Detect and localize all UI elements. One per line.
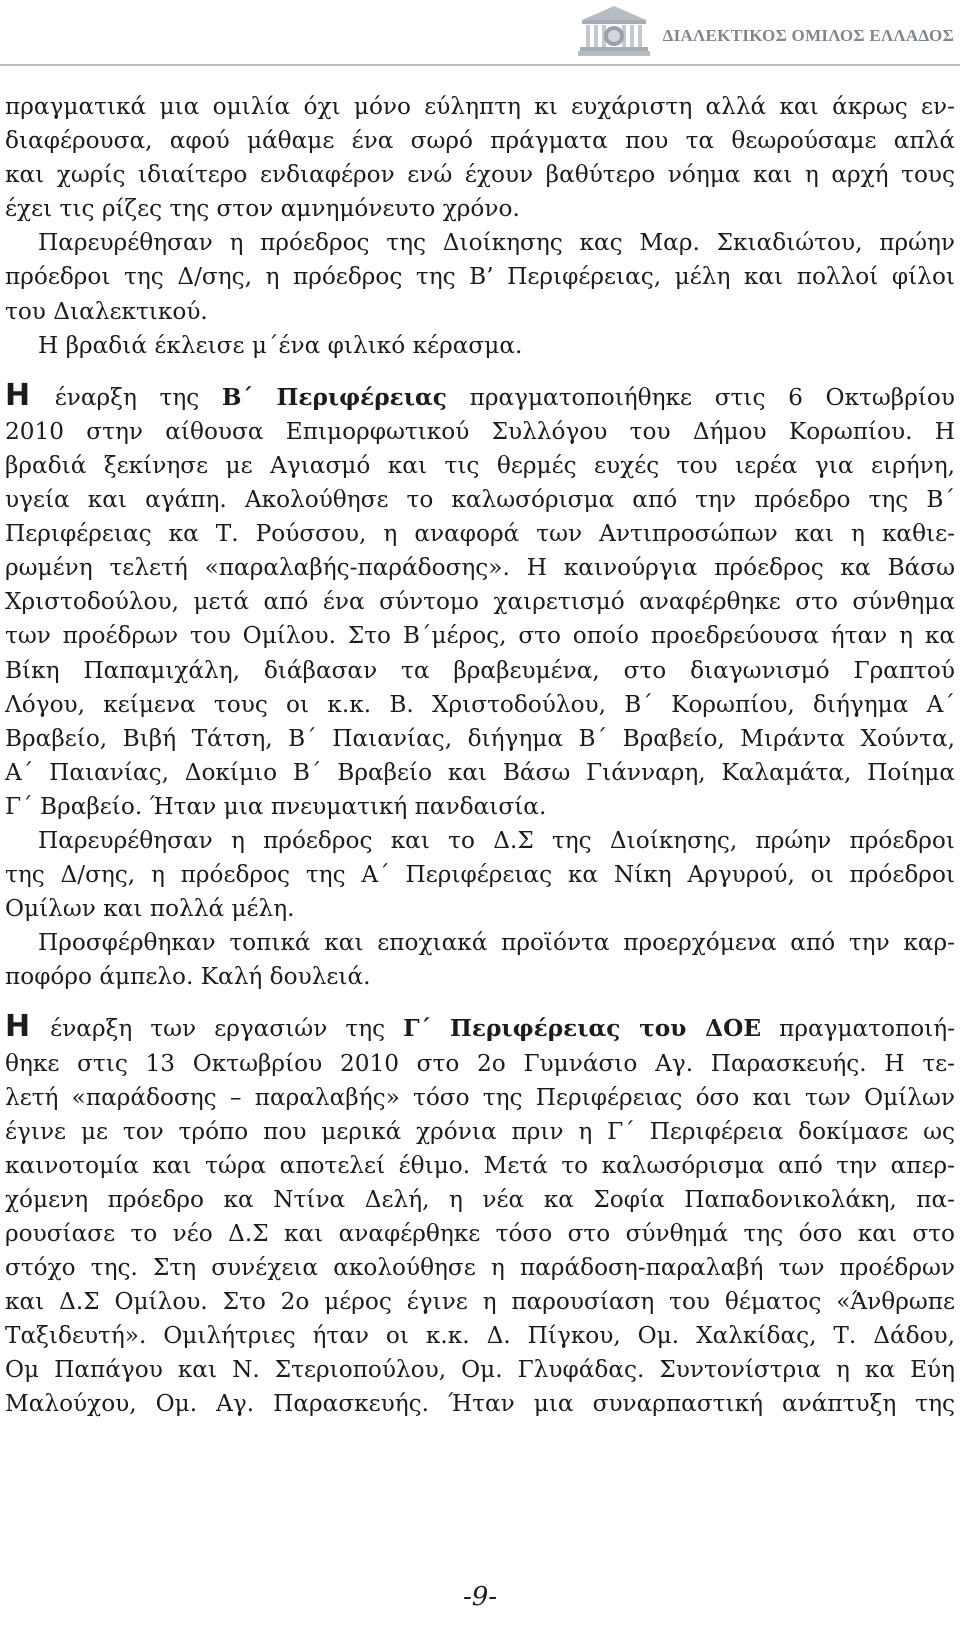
page-header: [0, 0, 960, 80]
text-line: Παρευρέθησαν η πρόεδρος και το Δ.Σ της Διοίκησης, πρώην πρόεδροι: [38, 826, 955, 854]
text-line: πραγματικά μια ομιλία όχι μόνο εύληπτη κι ευχάριστη αλλά και άκρως εν-: [5, 93, 955, 120]
text-line: Παρευρέθησαν η πρόεδρος της Διοίκησης κας Μαρ. Σκιαδιώτου, πρώην: [38, 229, 955, 257]
paragraph-b-refreshments: [5, 926, 955, 994]
text-line: Χριστοδούλου, μετά από ένα σύντομο χαιρετισμό αναφέρθηκε στο σύνθημα: [5, 588, 955, 616]
text-line: Περιφέρειας κα Τ. Ρούσσου, η αναφορά των Αντιπροσώπων και η καθιε-: [5, 520, 955, 548]
paragraph-closing: [5, 329, 955, 363]
text-line: Βραβείο, Βιβή Τάτση, Β΄ Παιανίας, διήγημα Β΄ Βραβείο, Μιράντα Χούντα,: [5, 724, 955, 752]
text-line: και Δ.Σ Ομίλου. Στο 2ο μέρος έγινε η παρουσίαση του θέματος «Άνθρωπε: [5, 1288, 955, 1316]
text-line: ποφόρο άμπελο. Καλή δουλειά.: [5, 963, 371, 991]
text-line: Βίκη Παπαμιχάλη, διάβασαν τα βραβευμένα, στο διαγωνισμό Γραπτού: [5, 656, 955, 684]
text-line: της Δ/σης, η πρόεδρος της Α΄ Περιφέρειας κα Νίκη Αργυρού, οι πρόεδροι: [5, 861, 955, 889]
text-line: Α΄ Παιανίας, Δοκίμιο Β΄ Βραβείο και Βάσω Γιάνναρη, Καλαμάτα, Ποίημα: [5, 758, 955, 786]
text-line: υγεία και αγάπη. Ακολούθησε το καλωσόρισμα από την πρόεδρο της Β΄: [5, 486, 955, 514]
drop-cap: Η: [5, 1009, 31, 1045]
text-line: Ομίλων και πολλά μέλη.: [5, 895, 295, 923]
section-c-region: [5, 1009, 955, 1421]
text-line: Η έναρξη της Β΄ Περιφέρειας πραγματοποιήθηκε στις 6 Οκτωβρίου: [5, 377, 955, 413]
text-line: Γ΄ Βραβείο. Ήταν μια πνευματική πανδαισία.: [5, 792, 547, 820]
text-line: Προσφέρθηκαν τοπικά και εποχιακά προϊόντα προερχόμενα από την καρ-: [38, 929, 955, 957]
text-line: έγινε με τον τρόπο που μερικά χρόνια πριν η Γ΄ Περιφέρεια δοκίμασε ως: [5, 1117, 955, 1145]
header-rule: [0, 64, 960, 66]
text-line: έχει τις ρίζες της στον αμνημόνευτο χρόνο.: [5, 195, 520, 223]
page-body: [5, 90, 955, 1422]
text-line: πρόεδροι της Δ/σης, η πρόεδρος της Β’ Περιφέρειας, μέλη και πολλοί φίλοι: [5, 263, 955, 291]
text-line: Λόγου, κείμενα τους οι κ.κ. Β. Χριστοδούλου, Β΄ Κορωπίου, διήγημα Α΄: [5, 690, 955, 718]
text-line: Η βραδιά έκλεισε μ΄ένα φιλικό κέρασμα.: [38, 331, 523, 359]
text-line: 2010 στην αίθουσα Επιμορφωτικού Συλλόγου του Δήμου Κορωπίου. Η: [5, 417, 955, 445]
paragraph-talk-summary: [5, 90, 955, 226]
text-line: στόχο της. Στη συνέχεια ακολούθησε η παράδοση-παραλαβή των προέδρων: [5, 1254, 955, 1282]
text-line: Ταξιδευτή». Ομιλήτριες ήταν οι κ.κ. Δ. Πίγκου, Ομ. Χαλκίδας, Τ. Δάδου,: [5, 1322, 955, 1350]
text-line: καινοτομία και τώρα αποτελεί έθιμο. Μετά το καλωσόρισμα από την απερ-: [5, 1151, 955, 1179]
drop-cap: Η: [5, 377, 31, 413]
text-line: Μαλούχου, Ομ. Αγ. Παρασκευής. Ήταν μια συναρπαστική ανάπτυξη της: [5, 1390, 955, 1418]
region-title: Γ΄ Περιφέρειας του ΔΟΕ: [403, 1015, 761, 1043]
text-line: θηκε στις 13 Οκτωβρίου 2010 στο 2ο Γυμνάσιο Αγ. Παρασκευής. Η τε-: [5, 1049, 955, 1077]
text-line: Ομ Παπάγου και Ν. Στεριοπούλου, Ομ. Γλυφάδας. Συντονίστρια η κα Εύη: [5, 1356, 955, 1384]
text-line: και χωρίς ιδιαίτερο ενδιαφέρον ενώ έχουν βαθύτερο νόημα και η αρχή τους: [5, 161, 955, 189]
text-line: διαφέρουσα, αφού μάθαμε ένα σωρό πράγματα που τα θεωρούσαμε απλά: [5, 127, 955, 155]
page-number: -9-: [462, 1582, 498, 1612]
text-line: χόμενη πρόεδρο κα Ντίνα Δελή, η νέα κα Σοφία Παπαδονικολάκη, πα-: [5, 1185, 955, 1213]
organization-name: ΔΙΑΛΕΚΤΙΚΟΣ ΟΜΙΛΟΣ ΕΛΛΑΔΟΣ: [662, 26, 954, 45]
text-line: των προέδρων του Ομίλου. Στο Β΄μέρος, στο οποίο προεδρεύουσα ήταν η κα: [5, 622, 955, 650]
text-line: ρωμένη τελετή «παραλαβής-παράδοσης». Η καινούργια πρόεδρος κα Βάσω: [5, 554, 955, 582]
paragraph-b-attendees: [5, 824, 955, 926]
paragraph-attendees: [5, 226, 955, 328]
text-line: λετή «παράδοσης – παραλαβής» τόσο της Περιφέρειας όσο και των Ομίλων: [5, 1083, 955, 1111]
text-line: ρουσίασε το νέο Δ.Σ και αναφέρθηκε τόσο στο σύνθημά της όσο και στο: [5, 1220, 955, 1247]
greek-temple-logo-icon: [578, 2, 650, 58]
text-line: βραδιά ξεκίνησε με Αγιασμό και τις θερμές ευχές του ιερέα για ειρήνη,: [5, 451, 955, 479]
section-b-region: [5, 377, 955, 824]
text-line: του Διαλεκτικού.: [5, 297, 208, 325]
region-title: Β΄ Περιφέρειας: [221, 383, 447, 411]
text-line: Η έναρξη των εργασιών της Γ΄ Περιφέρειας του ΔΟΕ πραγματοποιή-: [5, 1009, 955, 1045]
